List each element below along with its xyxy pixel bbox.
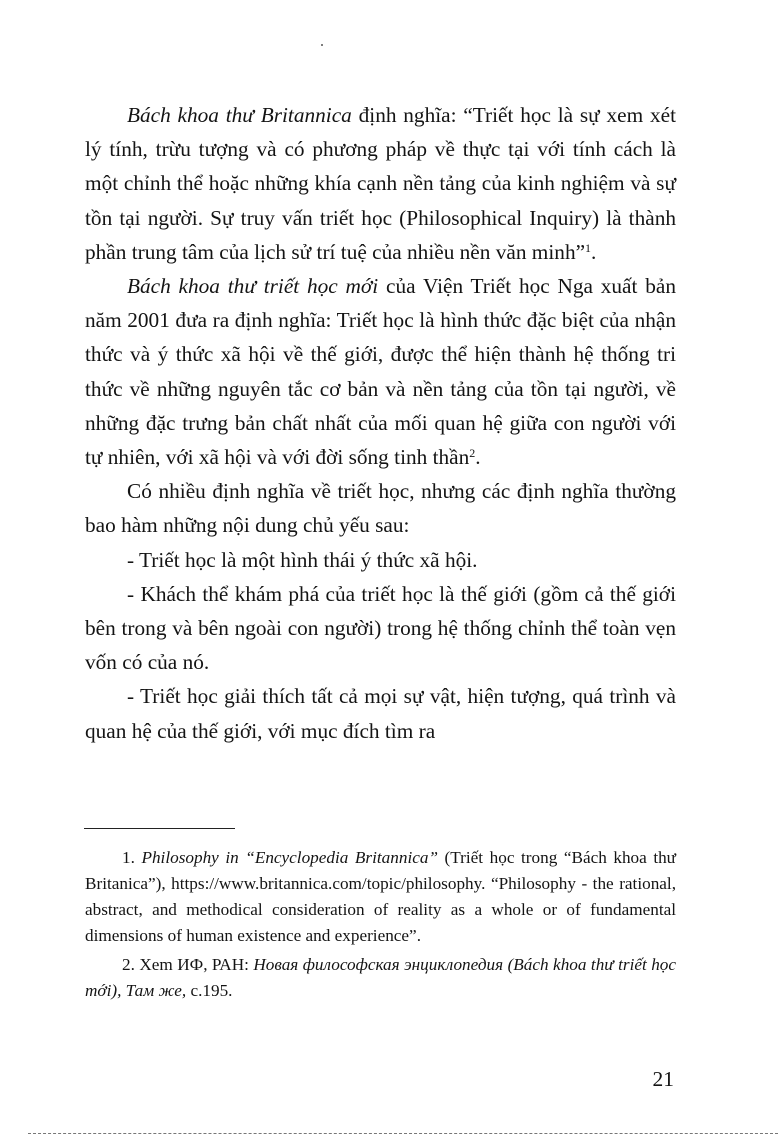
footnote-text: (Triết học trong “Bách khoa thư Britanica”), https://www.britannica.com/topic/philosophy. “Philosophy - the rational, abstract, and methodical consideration of reality as a whole or of fundamental dimensions of human existence and experience”. [85, 848, 677, 945]
footnote-1 [85, 845, 676, 949]
main-text [85, 98, 676, 748]
paragraph-end: . [591, 239, 597, 264]
paragraph-russian-definition [85, 269, 676, 474]
paragraph-text: của Viện Triết học Nga xuất bản năm 2001 đưa ra định nghĩa: Triết học là hình thức đặc biệt của nhận thức và ý thức xã hội về thế giới, được thể hiện thành hệ thống tri thức về những nguyên tắc cơ bản và nền tảng của tồn tại người, về những đặc trưng bản chất nhất của mối quan hệ giữa con người với tự nhiên, với xã hội và với đời sống tinh thần [85, 274, 676, 470]
scan-speck [321, 44, 323, 46]
encyclopedia-title: Bách khoa thư triết học mới [127, 274, 379, 299]
paragraph-text: định nghĩa: “Triết học là sự xem xét lý tính, trừu tượng và có phương pháp về thực tại với tính cách là một chỉnh thể hoặc những khía cạnh nền tảng của kinh nghiệm và sự tồn tại người. Sự truy vấn triết học (Philosophical Inquiry) là thành phần trung tâm của lịch sử trí tuệ của nhiều nền văn minh” [85, 103, 677, 264]
footnote-divider [84, 828, 235, 829]
encyclopedia-title: Bách khoa thư Britannica [127, 103, 352, 127]
footnote-2 [85, 952, 676, 1004]
page-number: 21 [652, 1067, 674, 1091]
footnote-ref-1[interactable]: 1 [585, 240, 592, 255]
footnote-page-ref: c.195. [186, 981, 233, 1000]
footnote-prefix: Xem ИФ, РАН: [139, 955, 254, 974]
paragraph-intro-list: Có nhiều định nghĩa về triết học, nhưng các định nghĩa thường bao hàm những nội dung chủ yếu sau: [85, 479, 676, 538]
list-item-3: - Triết học giải thích tất cả mọi sự vật, hiện tượng, quá trình và quan hệ của thế giới, với mục đích tìm ra [85, 684, 676, 743]
paragraph-britannica-definition [85, 98, 676, 269]
footnote-source-title: Philosophy in “Encyclopedia Britannica” [141, 848, 438, 867]
page-bottom-edge [28, 1133, 778, 1134]
list-item-2: - Khách thể khám phá của triết học là thế giới (gồm cả thế giới bên trong và bên ngoài con người) trong hệ thống chỉnh thể toàn vẹn vốn có của nó. [85, 581, 676, 675]
footnote-source-title: Новая философская энциклопедия (Bách khoa thư triết học mới), Там же, [85, 955, 677, 1000]
footnote-number: 1. [122, 848, 142, 867]
footnote-ref-2[interactable]: 2 [469, 446, 476, 461]
list-item-1: - Triết học là một hình thái ý thức xã hội. [127, 547, 478, 572]
footnotes [85, 845, 676, 1007]
paragraph-end: . [475, 445, 481, 470]
footnote-number: 2. [122, 955, 140, 974]
